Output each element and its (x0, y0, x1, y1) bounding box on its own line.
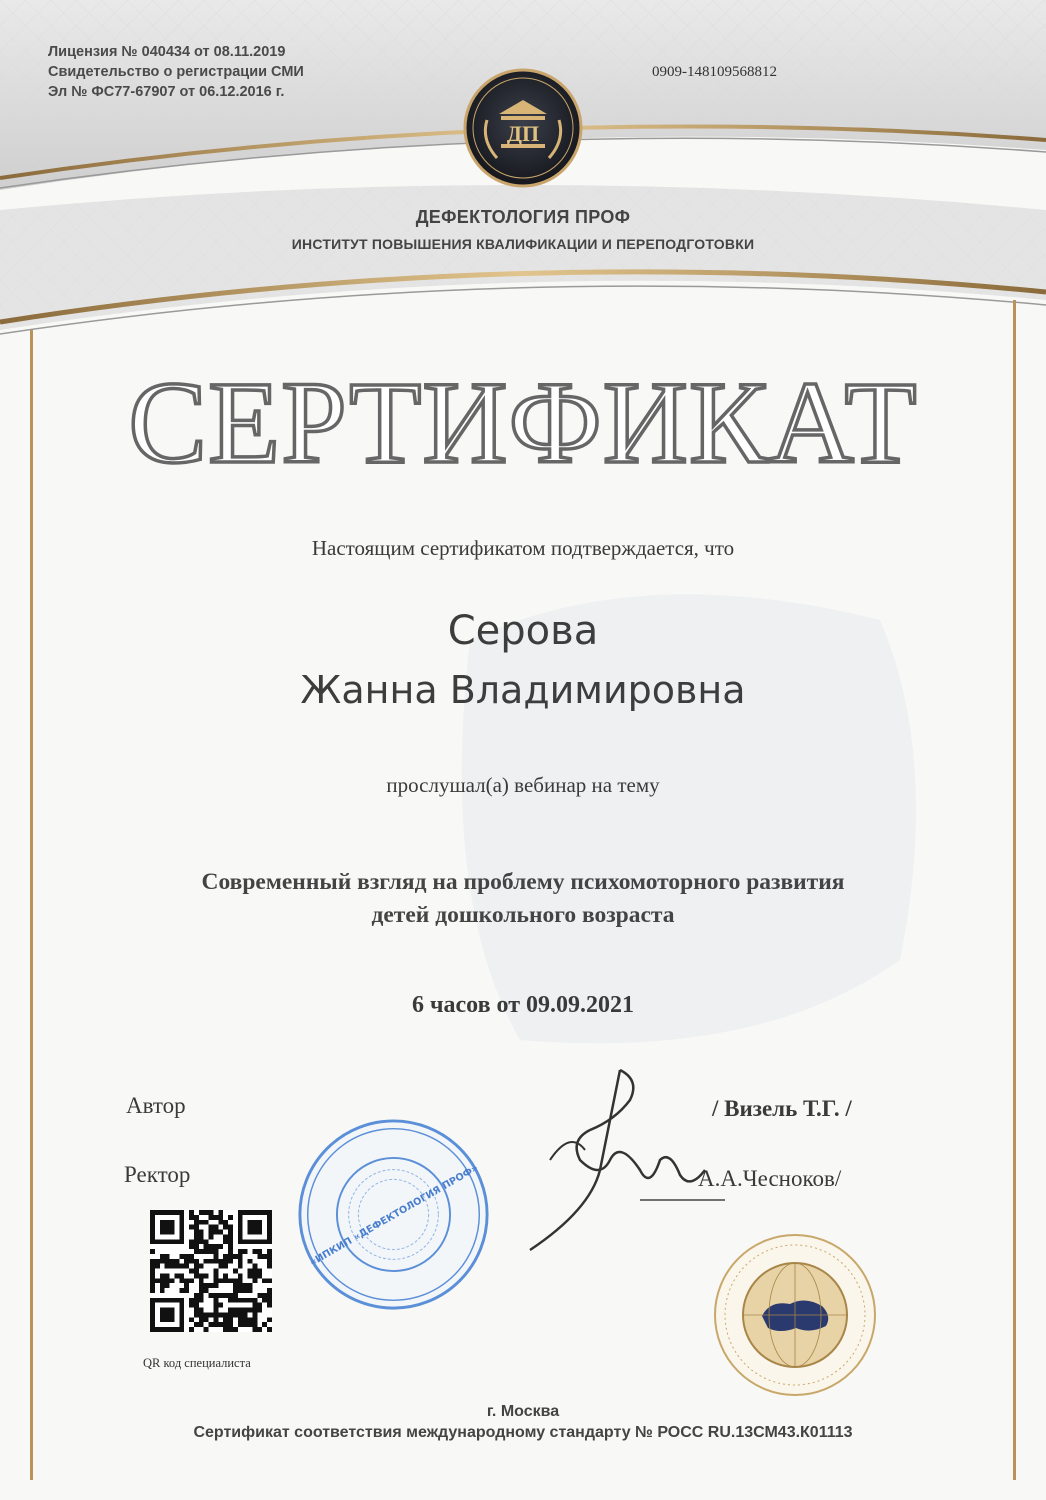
topic-line: Современный взгляд на проблему психомоторного развития (201, 869, 845, 895)
city: г. Москва (486, 1403, 560, 1420)
certificate-title: СЕРТИФИКАТ (128, 360, 918, 480)
organization-stamp (296, 1117, 491, 1312)
rector-name: А.А.Чесноков/ (698, 1166, 842, 1191)
stamp-text: «ИПКИП «ДЕФЕКТОЛОГИЯ ПРОФ» (308, 1162, 481, 1269)
listened-text: прослушал(а) вебинар на тему (386, 773, 660, 797)
author-label: Автор (126, 1093, 186, 1118)
author-name: / Визель Т.Г. / (712, 1096, 852, 1121)
rector-label: Ректор (124, 1162, 191, 1187)
certificate-title-graphic (40, 360, 1006, 480)
recipient-surname: Серова (447, 608, 599, 654)
license-line: Лицензия № 040434 от 08.11.2019 (48, 44, 286, 60)
rector-signature (490, 1060, 730, 1260)
registration-number: 0909-148109568812 (652, 64, 777, 80)
organization-name: ДЕФЕКТОЛОГИЯ ПРОФ (415, 207, 631, 227)
logo-letters: ДП (506, 121, 540, 146)
qr-caption: QR код специалиста (143, 1356, 251, 1370)
recipient-name: Жанна Владимировна (300, 668, 746, 712)
institute-logo (463, 68, 583, 188)
specialist-qr-code[interactable] (150, 1210, 272, 1332)
license-info (48, 42, 388, 102)
hours-and-date: 6 часов от 09.09.2021 (411, 992, 635, 1018)
media-number-line: Эл № ФС77-67907 от 06.12.2016 г. (48, 84, 285, 100)
media-registration-line: Свидетельство о регистрации СМИ (48, 64, 304, 80)
certificate-standard: Сертификат соответствия международному стандарту № РОСС RU.13СМ43.К01113 (193, 1424, 853, 1441)
organization-subtitle: ИНСТИТУТ ПОВЫШЕНИЯ КВАЛИФИКАЦИИ И ПЕРЕПОДГОТОВКИ (291, 236, 755, 252)
topic-line: детей дошкольного возраста (371, 902, 675, 928)
webinar-topic (100, 866, 946, 932)
certification-seal (710, 1230, 880, 1400)
confirm-text: Настоящим сертификатом подтверждается, что (311, 536, 735, 560)
